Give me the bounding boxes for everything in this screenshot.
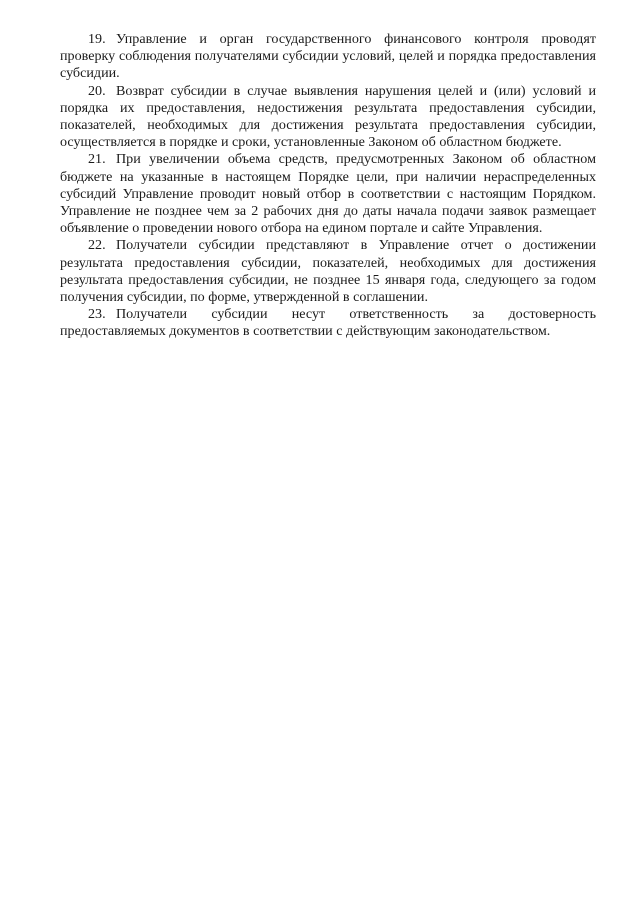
paragraph-number: 19.	[88, 31, 106, 47]
document-body	[60, 31, 596, 341]
paragraph-number: 21.	[88, 151, 106, 168]
paragraph-text: Получатели субсидии несут ответственность за достоверность предоставляемых документов в соответствии с действующим законодательством.	[60, 306, 596, 340]
paragraph-number: 22.	[88, 237, 106, 254]
paragraph-number: 20.	[88, 82, 106, 99]
paragraph-text: Возврат субсидии в случае выявления нарушения целей и (или) условий и порядка их предоставления, недостижения результата предоставления субсидии, показателей, необходимых для достижения результата предоставления субсидии, осуществляется в порядке и сроки, установленные Законом об областном бюджете.	[60, 82, 596, 151]
paragraph-20	[60, 83, 596, 152]
paragraph-21	[60, 151, 596, 237]
paragraph-text: Управление и орган государственного финансового контроля проводят проверку соблюдения получателями субсидии условий, целей и порядка предоставления субсидии.	[60, 31, 596, 82]
paragraph-22	[60, 237, 596, 306]
paragraph-number: 23.	[88, 306, 106, 323]
paragraph-text: Получатели субсидии представляют в Управление отчет о достижении результата предоставления субсидии, показателей, необходимых для достижения результата предоставления субсидии, не позднее 15 января года, следующего за годом получения субсидии, по форме, утвержденной в соглашении.	[60, 237, 596, 306]
paragraph-text: При увеличении объема средств, предусмотренных Законом об областном бюджете на указанные в настоящем Порядке цели, при наличии нераспределенных субсидий Управление проводит новый отбор в соответствии с настоящим Порядком. Управление не позднее чем за 2 рабочих дня до даты начала подачи заявок размещает объявление о проведении нового отбора на едином портале и сайте Управления.	[60, 151, 596, 237]
paragraph-19	[60, 31, 596, 83]
paragraph-23	[60, 306, 596, 340]
